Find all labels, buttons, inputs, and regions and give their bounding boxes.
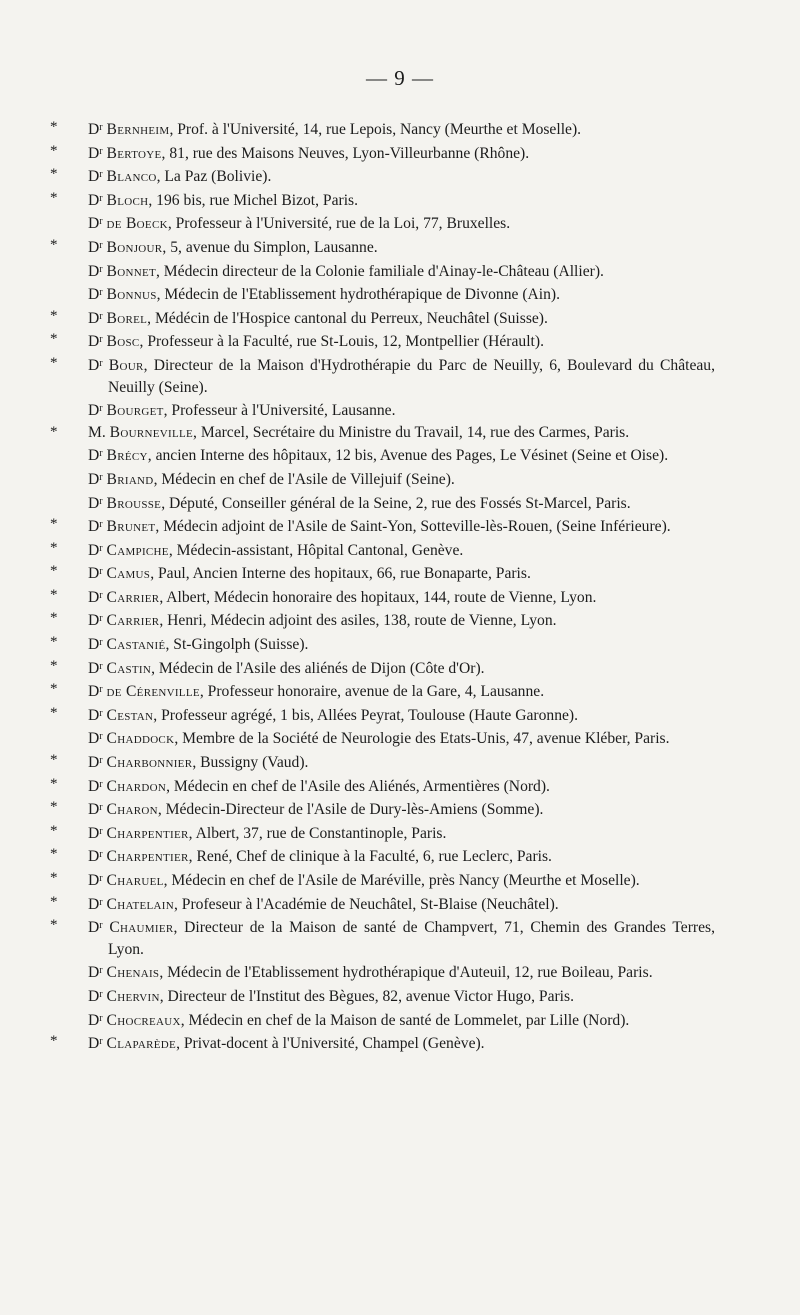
member-entry — [50, 443, 715, 467]
member-name: Bosc — [106, 333, 140, 351]
member-name: Charon — [106, 801, 158, 819]
asterisk-mark: * — [50, 516, 58, 533]
member-details: , Albert, Médecin honoraire des hopitaux, 144, route de Vienne, Lyon. — [159, 588, 597, 606]
member-entry — [50, 514, 715, 538]
member-title: $D^r$ — [88, 356, 103, 374]
member-entry — [50, 585, 715, 609]
asterisk-mark: * — [50, 634, 58, 651]
page-number: — 9 — — [366, 66, 434, 90]
member-name: Brécy — [106, 447, 148, 465]
member-name: Bertoye — [106, 144, 162, 162]
member-title: $D^r$ — [88, 636, 103, 654]
member-title: $D^r$ — [88, 402, 103, 420]
member-entry — [50, 868, 715, 892]
asterisk-mark: * — [50, 119, 58, 135]
member-entry — [50, 750, 715, 774]
member-details: , Professeur honoraire, avenue de la Gare, 4, Lausanne. — [199, 683, 545, 701]
asterisk-mark: * — [50, 189, 58, 206]
member-name: Carrier — [106, 612, 160, 630]
asterisk-mark: * — [50, 822, 58, 839]
member-details: , ancien Interne des hôpitaux, 12 bis, Avenue des Pages, Le Vésinet (Seine et Oise). — [147, 447, 669, 465]
asterisk-mark: * — [50, 893, 58, 910]
member-details: , La Paz (Bolivie). — [156, 168, 272, 186]
asterisk-mark: * — [50, 586, 58, 603]
asterisk-mark: * — [50, 846, 58, 863]
member-title: $D^r$ — [88, 238, 103, 256]
member-title: $D^r$ — [88, 1011, 103, 1029]
member-entry — [50, 726, 715, 750]
member-entry — [50, 1008, 715, 1032]
member-title: $D^r$ — [88, 588, 103, 606]
member-entry — [50, 282, 715, 306]
member-entry — [50, 353, 715, 398]
member-details: , Médecin directeur de la Colonie familiale d'Ainay-le-Château (Allier). — [156, 262, 604, 280]
member-details: , Directeur de la Maison de santé de Champvert, 71, Chemin des Grandes Terres, Lyon. — [108, 919, 715, 958]
member-entry — [50, 164, 715, 188]
member-name: Chaddock — [106, 730, 175, 748]
member-entry — [50, 538, 715, 562]
member-details: , Paul, Ancien Interne des hopitaux, 66, rue Bonaparte, Paris. — [150, 565, 531, 583]
member-name: Claparède — [106, 1035, 177, 1053]
member-details: , Prof. à l'Université, 14, rue Lepois, Nancy (Meurthe et Moselle). — [169, 121, 582, 138]
asterisk-mark: * — [50, 657, 58, 674]
asterisk-mark: * — [50, 539, 58, 556]
asterisk-mark: * — [50, 307, 58, 324]
member-entry — [50, 188, 715, 212]
member-details: , Médecin en chef de la Maison de santé de Lommelet, par Lille (Nord). — [180, 1011, 630, 1029]
member-entry — [50, 679, 715, 703]
member-name: Charpentier — [106, 824, 189, 842]
member-title: $D^r$ — [88, 801, 103, 819]
member-entry — [50, 915, 715, 960]
member-details: , Médecin en chef de l'Asile des Aliénés, Armentières (Nord). — [166, 777, 550, 795]
member-title: $D^r$ — [88, 754, 103, 772]
member-details: , Médécin de l'Hospice cantonal du Perreux, Neuchâtel (Suisse). — [147, 309, 548, 327]
member-entry — [50, 211, 715, 235]
member-name: Chenais — [106, 964, 160, 982]
member-entry — [50, 703, 715, 727]
member-title: $D^r$ — [88, 1035, 103, 1053]
member-title: $D^r$ — [88, 683, 103, 701]
member-details: , Marcel, Secrétaire du Ministre du Travail, 14, rue des Carmes, Paris. — [193, 423, 630, 441]
asterisk-mark: * — [50, 917, 58, 934]
member-title: $D^r$ — [88, 541, 103, 559]
member-title: $D^r$ — [88, 659, 103, 677]
asterisk-mark: * — [50, 1033, 58, 1050]
member-title: $D^r$ — [88, 309, 103, 327]
member-details: , Bussigny (Vaud). — [192, 754, 309, 772]
member-name: Castin — [106, 659, 152, 677]
member-name: Bour — [108, 356, 144, 374]
member-details: , Médecin de l'Etablissement hydrothérapique d'Auteuil, 12, rue Boileau, Paris. — [159, 964, 653, 982]
member-details: , St-Gingolph (Suisse). — [165, 636, 309, 654]
member-name: de Boeck — [106, 215, 168, 233]
member-details: , Médecin adjoint de l'Asile de Saint-Yon, Sotteville-lès-Rouen, (Seine Inférieure). — [155, 518, 671, 536]
member-name: Bonnus — [106, 286, 157, 304]
member-title: $D^r$ — [88, 895, 103, 913]
member-entry — [50, 329, 715, 353]
member-entry — [50, 491, 715, 515]
member-details: , Henri, Médecin adjoint des asiles, 138, route de Vienne, Lyon. — [159, 612, 557, 630]
member-title: $D^r$ — [88, 518, 103, 536]
member-name: Charpentier — [106, 848, 189, 866]
member-details: , Directeur de l'Institut des Bègues, 82, avenue Victor Hugo, Paris. — [159, 987, 574, 1005]
member-details: , Privat-docent à l'Université, Champel (Genève). — [176, 1035, 485, 1053]
member-name: Bourget — [106, 402, 164, 420]
member-name: Chardon — [106, 777, 167, 795]
member-entry — [50, 467, 715, 491]
member-details: , Membre de la Société de Neurologie des Etats-Unis, 47, avenue Kléber, Paris. — [174, 730, 670, 748]
asterisk-mark: * — [50, 704, 58, 721]
asterisk-mark: * — [50, 166, 58, 183]
member-name: Bloch — [106, 191, 149, 209]
member-name: Bonnet — [106, 262, 156, 280]
member-entry — [50, 892, 715, 916]
asterisk-mark: * — [50, 799, 58, 816]
member-title: $D^r$ — [88, 470, 103, 488]
member-name: Bonjour — [106, 238, 163, 256]
member-details: , Profeseur à l'Académie de Neuchâtel, St-Blaise (Neuchâtel). — [174, 895, 559, 913]
member-entry — [50, 398, 715, 422]
member-entry — [50, 797, 715, 821]
member-name: de Cérenville — [106, 683, 200, 701]
member-name: Chatelain — [106, 895, 174, 913]
asterisk-mark: * — [50, 142, 58, 159]
member-name: Briand — [106, 470, 154, 488]
member-entry — [50, 141, 715, 165]
member-title: $D^r$ — [88, 964, 103, 982]
member-entry — [50, 656, 715, 680]
member-entry — [50, 561, 715, 585]
member-name: Brunet — [106, 518, 156, 536]
member-title: $D^r$ — [88, 612, 103, 630]
member-entry — [50, 821, 715, 845]
member-details: , Médecin-assistant, Hôpital Cantonal, Genève. — [168, 541, 464, 559]
member-title: $D^r$ — [88, 848, 103, 866]
member-title: M. — [88, 423, 106, 441]
member-title: $D^r$ — [88, 706, 103, 724]
member-name: Campiche — [106, 541, 169, 559]
member-details: , Médecin de l'Etablissement hydrothérapique de Divonne (Ain). — [156, 286, 560, 304]
asterisk-mark: * — [50, 681, 58, 698]
member-details: , Albert, 37, rue de Constantinople, Paris. — [188, 824, 447, 842]
member-title: $D^r$ — [88, 191, 103, 209]
member-title: $D^r$ — [88, 777, 103, 795]
member-title: $D^r$ — [88, 286, 103, 304]
member-title: $D^r$ — [88, 144, 103, 162]
member-title: $D^r$ — [88, 824, 103, 842]
member-entry — [50, 608, 715, 632]
asterisk-mark: * — [50, 610, 58, 627]
member-list — [50, 117, 715, 1055]
member-name: Charbonnier — [106, 754, 193, 772]
member-name: Bernheim — [106, 121, 170, 138]
member-details: , Médecin-Directeur de l'Asile de Dury-lès-Amiens (Somme). — [157, 801, 544, 819]
asterisk-mark: * — [50, 423, 58, 440]
member-name: Brousse — [106, 494, 162, 512]
member-title: $D^r$ — [88, 333, 103, 351]
member-entry — [50, 984, 715, 1008]
member-details: , Directeur de la Maison d'Hydrothérapie du Parc de Neuilly, 6, Boulevard du Château, Neuilly (Seine). — [108, 356, 715, 396]
member-details: , 196 bis, rue Michel Bizot, Paris. — [148, 191, 358, 209]
member-details: , Professeur à l'Université, Lausanne. — [163, 402, 396, 420]
member-name: Castanié — [106, 636, 166, 654]
member-name: Chervin — [106, 987, 160, 1005]
member-name: Cestan — [106, 706, 154, 724]
member-details: , Député, Conseiller général de la Seine, 2, rue des Fossés St-Marcel, Paris. — [161, 494, 631, 512]
member-name: Blanco — [106, 168, 157, 186]
member-details: , René, Chef de clinique à la Faculté, 6, rue Leclerc, Paris. — [188, 848, 552, 866]
asterisk-mark: * — [50, 236, 58, 253]
member-title: $D^r$ — [88, 494, 103, 512]
member-details: , Médecin en chef de l'Asile de Maréville, près Nancy (Meurthe et Moselle). — [163, 872, 640, 889]
member-name: Camus — [106, 565, 151, 583]
member-details: , Médecin en chef de l'Asile de Villejuif (Seine). — [153, 470, 455, 488]
member-name: Borel — [106, 309, 148, 327]
member-title: $D^r$ — [88, 919, 103, 937]
member-title: $D^r$ — [88, 168, 103, 186]
member-title: $D^r$ — [88, 565, 103, 583]
member-name: Chaumier — [109, 919, 174, 937]
member-title: $D^r$ — [88, 872, 103, 889]
member-title: $D^r$ — [88, 262, 103, 280]
asterisk-mark: * — [50, 563, 58, 580]
asterisk-mark: * — [50, 354, 58, 371]
member-entry — [50, 422, 715, 444]
member-details: , Médecin de l'Asile des aliénés de Dijon (Côte d'Or). — [151, 659, 485, 677]
asterisk-mark: * — [50, 870, 58, 886]
member-name: Chocreaux — [106, 1011, 181, 1029]
member-entry — [50, 259, 715, 283]
asterisk-mark: * — [50, 752, 58, 769]
member-details: , 81, rue des Maisons Neuves, Lyon-Villeurbanne (Rhône). — [161, 144, 530, 162]
member-entry — [50, 960, 715, 984]
member-entry — [50, 306, 715, 330]
member-details: , Professeur à l'Université, rue de la Loi, 77, Bruxelles. — [167, 215, 511, 233]
member-entry — [50, 1031, 715, 1055]
member-details: , Professeur agrégé, 1 bis, Allées Peyrat, Toulouse (Haute Garonne). — [153, 706, 579, 724]
member-entry — [50, 632, 715, 656]
member-name: Charuel — [106, 872, 164, 889]
member-title: $D^r$ — [88, 987, 103, 1005]
asterisk-mark: * — [50, 775, 58, 792]
asterisk-mark: * — [50, 331, 58, 348]
member-name: Bourneville — [109, 423, 194, 441]
member-title: $D^r$ — [88, 730, 103, 748]
member-title: $D^r$ — [88, 447, 103, 465]
member-entry — [50, 774, 715, 798]
member-details: , 5, avenue du Simplon, Lausanne. — [162, 238, 378, 256]
member-entry — [50, 844, 715, 868]
member-title: $D^r$ — [88, 215, 103, 233]
member-name: Carrier — [106, 588, 160, 606]
member-title: $D^r$ — [88, 121, 103, 138]
member-entry — [50, 117, 715, 141]
member-details: , Professeur à la Faculté, rue St-Louis, 12, Montpellier (Hérault). — [139, 333, 544, 351]
member-entry — [50, 235, 715, 259]
